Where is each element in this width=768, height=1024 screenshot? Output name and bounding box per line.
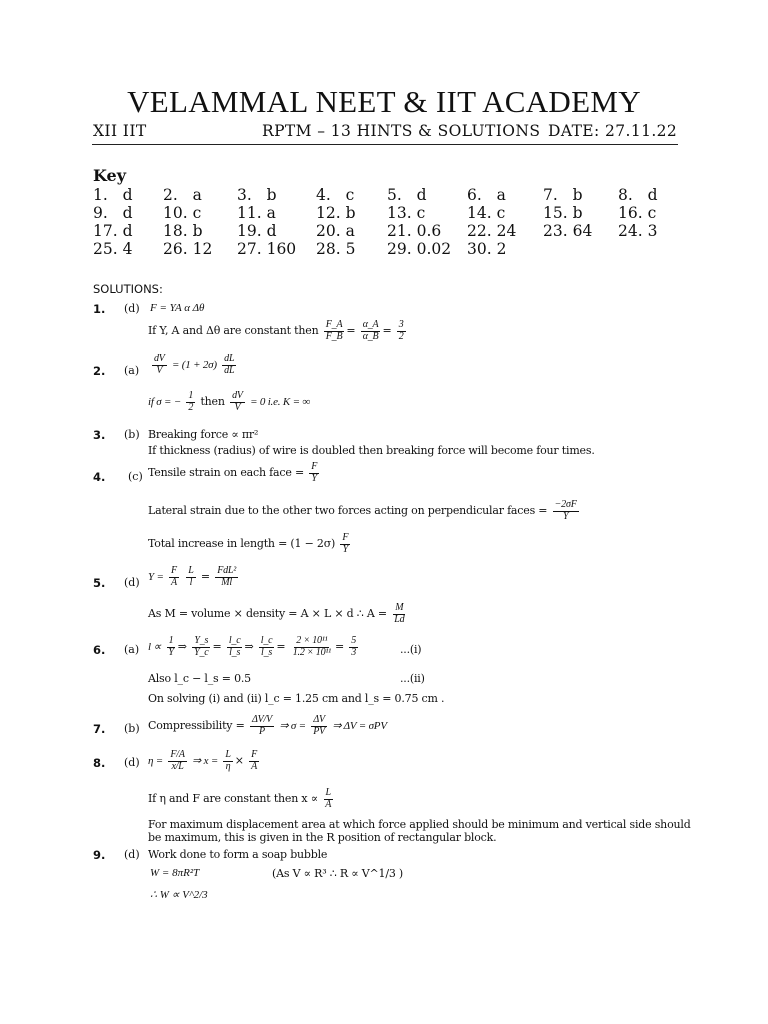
key-answer: 21. 0.6: [387, 222, 442, 240]
q6-equation: l ∝ $\frac{1}{Y}$ ⇒ $\frac{Y\_s}{Y\_c}$ = $\frac{l\_c}{l\_s}$ ⇒ $\frac{l\_c}{l\_s}$ = $\frac{\text{2 × 10¹¹}}{\text{1.2 × 10¹¹}}$ = $\frac{5}{3}$: [148, 635, 357, 658]
key-answer: 8. d: [618, 186, 658, 204]
key-answer: 3. b: [237, 186, 277, 204]
q9-note: (As V ∝ R³ ∴ R ∝ V^1/3 ): [272, 867, 404, 880]
key-answer: 22. 24: [467, 222, 517, 240]
q4-number: 4.: [93, 470, 106, 484]
document-title: VELAMMAL NEET & IIT ACADEMY: [127, 84, 641, 119]
q6-line2: Also l_c − l_s = 0.5: [148, 672, 251, 685]
key-answer: 14. c: [467, 204, 506, 222]
q4-line1: Tensile strain on each face = $\frac{F}{Y}$: [148, 461, 318, 484]
key-answer: 28. 5: [316, 240, 356, 258]
key-answer: 26. 12: [163, 240, 213, 258]
q3-number: 3.: [93, 428, 106, 442]
key-answer: 19. d: [237, 222, 277, 240]
key-answer: 24. 3: [618, 222, 658, 240]
key-answer: 13. c: [387, 204, 426, 222]
key-answer: 15. b: [543, 204, 583, 222]
q5-number: 5.: [93, 576, 106, 590]
key-answer: 30. 2: [467, 240, 507, 258]
q8-line2: If η and F are constant then x ∝ $\frac{L}{A}$: [148, 787, 332, 810]
q2-option: (a): [124, 364, 140, 377]
key-answer: 29. 0.02: [387, 240, 452, 258]
q1-line2: If Y, A and Δθ are constant then $\frac{F\_A}{F\_B}$ = $\frac{\alpha\_A}{\alpha\_B}$ = $\frac{3}{2}$: [148, 319, 404, 342]
date-label: DATE: 27.11.22: [548, 122, 678, 140]
q8-option: (d): [124, 756, 140, 769]
key-answer: 23. 64: [543, 222, 593, 240]
q8-line4: be maximum, this is given in the R position of rectangular block.: [148, 831, 497, 844]
q4-line2: Lateral strain due to the other two forces acting on perpendicular faces = $\frac{-2\sigma F}{Y}$: [148, 499, 577, 522]
solutions-heading: SOLUTIONS:: [93, 282, 163, 296]
q6-tag-i: ...(i): [400, 643, 422, 656]
test-label: RPTM – 13 HINTS & SOLUTIONS: [262, 122, 541, 140]
q1-alpha-ratio: $\frac{\alpha\_A}{\alpha\_B}$: [362, 319, 379, 342]
q1-option: (d): [124, 302, 140, 315]
q6-option: (a): [124, 643, 140, 656]
q5-line2: As M = volume × density = A × L × d ∴ A = $\frac{M}{Ld}$: [148, 602, 405, 625]
key-answer: 18. b: [163, 222, 203, 240]
q9-number: 9.: [93, 848, 106, 862]
key-answer: 4. c: [316, 186, 355, 204]
header-divider: [92, 144, 678, 145]
key-answer: 7. b: [543, 186, 583, 204]
key-answer: 2. a: [163, 186, 202, 204]
q2-number: 2.: [93, 364, 106, 378]
key-heading: Key: [93, 166, 127, 185]
q1-force-ratio: $\frac{F\_A}{F\_B}$: [325, 319, 343, 342]
q3-line2: If thickness (radius) of wire is doubled then breaking force will become four times.: [148, 444, 595, 457]
key-answer: 9. d: [93, 204, 133, 222]
q3-line1: Breaking force ∝ πr²: [148, 428, 259, 441]
q8-number: 8.: [93, 756, 106, 770]
q1-condition: If Y, A and Δθ are constant then: [148, 324, 319, 337]
q1-number: 1.: [93, 302, 106, 316]
q7-option: (b): [124, 722, 140, 735]
q8-line3: For maximum displacement area at which force applied should be minimum and vertical side should: [148, 818, 691, 831]
key-answer: 11. a: [237, 204, 276, 222]
q9-equation: W = 8πR²T: [150, 867, 200, 879]
q7-number: 7.: [93, 722, 106, 736]
key-answer: 5. d: [387, 186, 427, 204]
q6-line3: On solving (i) and (ii) l_c = 1.25 cm and l_s = 0.75 cm .: [148, 692, 445, 705]
q8-equation: η = $\frac{F/A}{x/L}$ ⇒ x = $\frac{L}{\eta}$ × $\frac{F}{A}$: [148, 749, 257, 772]
q2-condition: if σ = − $\frac{1}{2}$ then $\frac{dV}{V}$ = 0 i.e. K = ∞: [148, 390, 310, 413]
q9-line3: ∴ W ∝ V^2/3: [150, 889, 208, 901]
q7-equation: Compressibility = $\frac{\Delta V/V}{P}$ ⇒ σ = $\frac{\Delta V}{PV}$ ⇒ ΔV = σPV: [148, 714, 387, 737]
q6-tag-ii: ...(ii): [400, 672, 425, 685]
key-answer: 12. b: [316, 204, 356, 222]
q1-equation: F = YA α Δθ: [150, 302, 205, 314]
q1-result: $\frac{3}{2}$: [398, 319, 404, 342]
q5-equation: Y = $\frac{F}{A}$ $\frac{L}{l}$ = $\frac{\text{FdL²}}{Ml}$: [148, 565, 237, 588]
q2-equation: $\frac{dV}{V}$ = (1 + 2σ) $\frac{dL}{dL}$: [154, 353, 235, 376]
q5-option: (d): [124, 576, 140, 589]
key-answer: 6. a: [467, 186, 506, 204]
key-answer: 25. 4: [93, 240, 133, 258]
q4-line3: Total increase in length = (1 − 2σ) $\frac{F}{Y}$: [148, 532, 349, 555]
key-answer: 16. c: [618, 204, 657, 222]
key-answer: 17. d: [93, 222, 133, 240]
q9-line1: Work done to form a soap bubble: [148, 848, 328, 861]
key-answer: 10. c: [163, 204, 202, 222]
q3-option: (b): [124, 428, 140, 441]
q9-option: (d): [124, 848, 140, 861]
key-answer: 20. a: [316, 222, 355, 240]
q6-number: 6.: [93, 643, 106, 657]
class-label: XII IIT: [93, 122, 147, 140]
q4-option: (c): [128, 470, 143, 483]
key-answer: 27. 160: [237, 240, 297, 258]
key-answer: 1. d: [93, 186, 133, 204]
